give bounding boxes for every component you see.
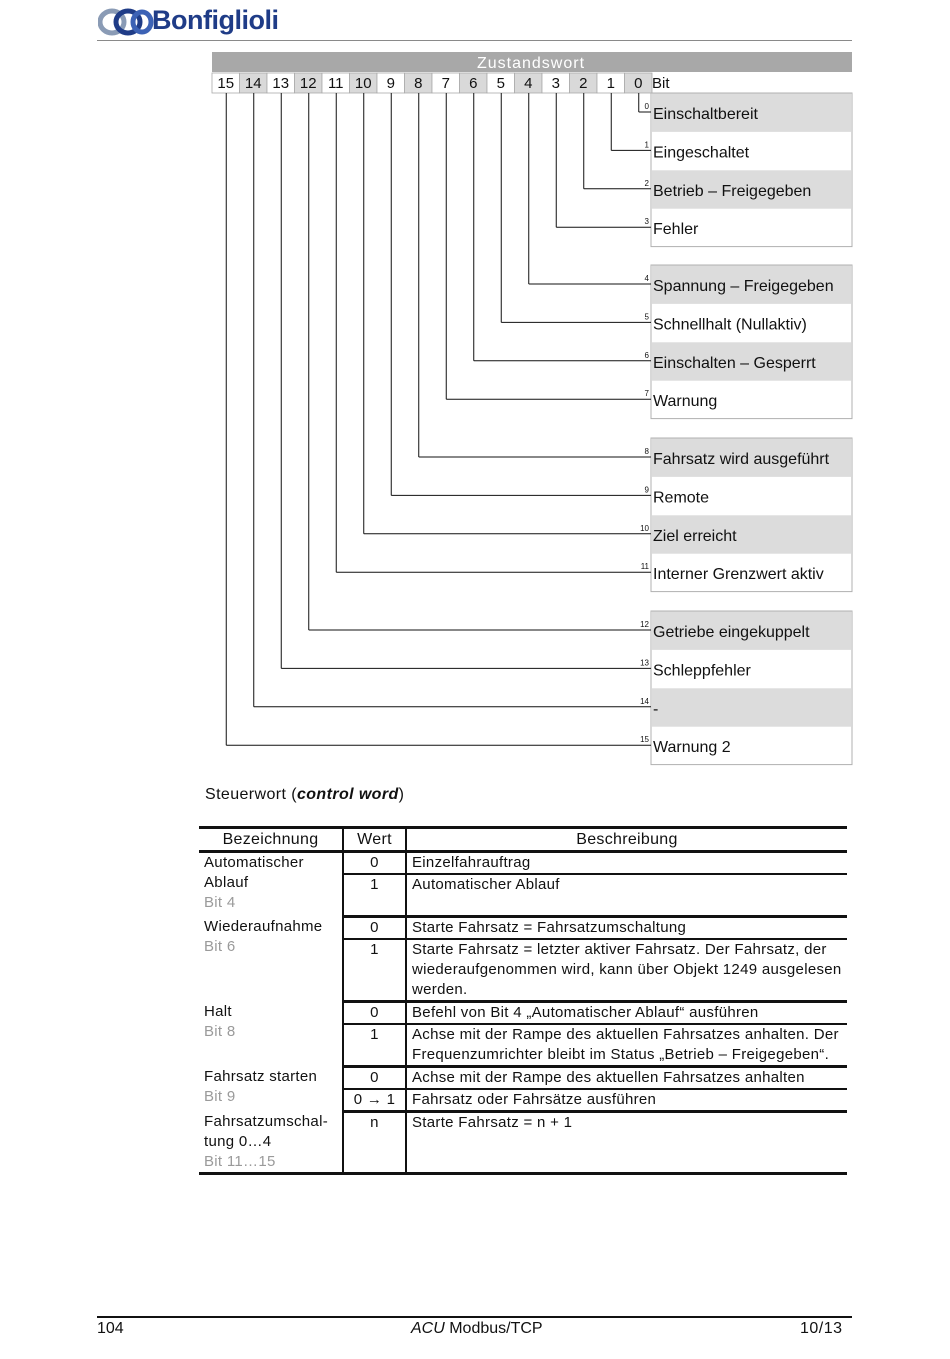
bit-index-label: 13 (640, 658, 649, 668)
bit-index-label: 8 (644, 447, 649, 456)
bit-description: Remote (653, 489, 710, 507)
bit-number: 13 (272, 75, 290, 92)
zustandswort-title: Zustandswort (476, 55, 586, 72)
desc-cell: Fahrsatz oder Fahrsätze ausführen (406, 1089, 847, 1112)
bit-number: 14 (244, 75, 262, 92)
steuerwort-heading: Steuerwort (control word) (205, 786, 405, 803)
desc-cell: Achse mit der Rampe des aktuellen Fahrsatzes anhalten. Der Frequenzumrichter bleibt im Status „Betrieb – Freigegeben“. (406, 1024, 847, 1067)
bit-description: Fahrsatz wird ausgeführt (653, 451, 830, 468)
bit-index-label: 0 (644, 102, 649, 111)
bit-number: 0 (634, 75, 643, 92)
name-cell: Wiederaufnahme Bit 6 (199, 917, 343, 1002)
table-row (199, 1002, 847, 1025)
bit-description: Getriebe eingekuppelt (653, 624, 810, 641)
bit-description: Ziel erreicht (653, 527, 737, 545)
bit-header (212, 73, 670, 93)
bit-description: Interner Grenzwert aktiv (653, 566, 824, 584)
wert-cell: 1 (343, 939, 406, 1002)
bit-index-label: 7 (644, 389, 649, 399)
wert-cell: 0 (343, 917, 406, 940)
brand-name: Bonfiglioli (152, 5, 279, 35)
bit-panels (640, 93, 852, 765)
name-cell: Automatischer Ablauf Bit 4 (199, 852, 343, 917)
bit-header-label: Bit (652, 75, 670, 92)
table-row (199, 852, 847, 875)
bit-index-label: 1 (644, 140, 649, 150)
desc-cell: Starte Fahrsatz = letzter aktiver Fahrsatz. Der Fahrsatz, der wiederaufgenommen wird, kann über Objekt 1249 ausgelesen werden. (406, 939, 847, 1002)
document-date: 10/13 (800, 1320, 843, 1337)
desc-cell: Starte Fahrsatz = Fahrsatzumschaltung (406, 917, 847, 940)
table-header-row (199, 828, 847, 852)
table-row (199, 917, 847, 940)
wert-cell: 0 (343, 852, 406, 875)
bit-number: 4 (524, 75, 533, 92)
steuerwort-table (199, 826, 847, 1175)
bit-index-label: 11 (640, 562, 649, 572)
bit-number: 10 (354, 75, 372, 92)
name-cell: Fahrsatzumschal-tung 0…4 Bit 11…15 (199, 1112, 343, 1174)
bit-index-label: 10 (640, 523, 649, 533)
bit-description: Eingeschaltet (653, 144, 750, 162)
bit-description: Warnung 2 (653, 739, 731, 757)
bit-description: Warnung (653, 393, 718, 411)
header-beschreibung: Beschreibung (406, 828, 847, 852)
desc-cell: Einzelfahrauftrag (406, 852, 847, 875)
bit-lines (226, 93, 651, 745)
bit-index-label: 2 (644, 178, 649, 188)
wert-cell: 0 (343, 1067, 406, 1090)
bit-number: 9 (386, 75, 395, 92)
bit-number: 2 (579, 75, 588, 92)
desc-cell: Achse mit der Rampe des aktuellen Fahrsatzes anhalten (406, 1067, 847, 1090)
bit-description: - (653, 700, 659, 718)
wert-cell: 0 (343, 1002, 406, 1025)
bit-description: Fehler (653, 221, 699, 239)
table-row (199, 1112, 847, 1174)
wert-cell: 0 → 1 (343, 1089, 406, 1112)
bit-number: 11 (327, 75, 344, 92)
bit-index-label: 4 (644, 274, 649, 283)
name-cell: Halt Bit 8 (199, 1002, 343, 1067)
desc-cell: Automatischer Ablauf (406, 874, 847, 917)
bit-description: Schnellhalt (Nullaktiv) (653, 316, 807, 334)
name-cell: Fahrsatz starten Bit 9 (199, 1067, 343, 1112)
bit-description: Betrieb – Freigegeben (653, 182, 812, 200)
bit-number: 8 (414, 75, 423, 92)
bit-number: 3 (551, 75, 560, 92)
bit-number: 7 (441, 75, 450, 92)
desc-cell: Befehl von Bit 4 „Automatischer Ablauf“ ausführen (406, 1002, 847, 1025)
footer-rule (97, 1316, 852, 1318)
bit-number: 12 (299, 75, 317, 92)
page-number: 104 (97, 1320, 124, 1337)
bit-index-label: 6 (644, 350, 649, 360)
header-bezeichnung: Bezeichnung (199, 828, 343, 852)
bit-number: 6 (469, 75, 478, 92)
bit-index-label: 15 (640, 735, 649, 745)
bit-index-label: 5 (644, 312, 649, 322)
bit-number: 15 (217, 75, 235, 92)
bit-description: Einschalten – Gesperrt (653, 354, 816, 372)
bit-description: Schleppfehler (653, 662, 751, 680)
bit-description: Spannung – Freigegeben (653, 278, 834, 295)
bit-row-shade (652, 688, 851, 726)
wert-cell: 1 (343, 1024, 406, 1067)
document-title: ACU Modbus/TCP (411, 1320, 543, 1337)
bit-number: 5 (496, 75, 505, 92)
wert-cell: 1 (343, 874, 406, 917)
bit-index-label: 9 (644, 485, 649, 495)
bit-index-label: 3 (644, 217, 649, 227)
table-row (199, 1067, 847, 1090)
wert-cell: n (343, 1112, 406, 1174)
bit-number: 1 (606, 75, 615, 92)
bit-description: Einschaltbereit (653, 106, 758, 123)
bit-index-label: 14 (640, 696, 649, 706)
header-wert: Wert (343, 828, 406, 852)
desc-cell: Starte Fahrsatz = n + 1 (406, 1112, 847, 1174)
bit-index-label: 12 (640, 620, 649, 629)
